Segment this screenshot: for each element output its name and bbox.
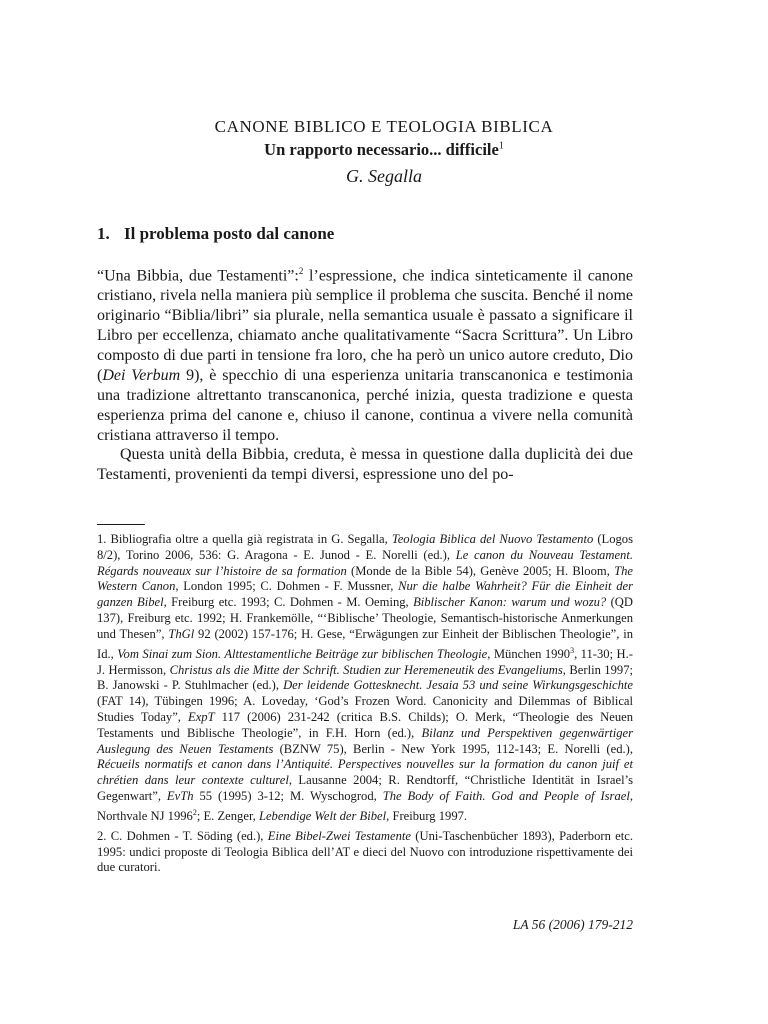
fn1-italic: Teologia Biblica del Nuovo Testamento — [391, 532, 594, 546]
section-title: Il problema posto dal canone — [124, 224, 335, 243]
fn1-text: ; E. Zenger, — [196, 808, 259, 823]
fn1-text: (FAT 14), Tübingen 1996; A. Loveday, ‘God’s Frozen Word. Canonicity and Dilemmas of Biblical Studies Today”, — [97, 694, 633, 724]
paragraph-1-text-b: l’espressione, che indica sinteticamente il canone cristiano, rivela nella maniera più semplice il problema che suscita. Benché il nome originario “Biblia/libri” sia plurale, nella semantica usuale è passato a significare il Libro per eccellenza, chiamato anche qualitativamente “Sacra Scrittura”. Un Libro composto di due parti in tensione fra loro, che ha però un unico autore creduto, Dio ( — [97, 267, 633, 384]
body-text — [97, 262, 633, 485]
article-title: CANONE BIBLICO E TEOLOGIA BIBLICA — [214, 117, 554, 136]
fn2-text: 2. C. Dohmen - T. Söding (ed.), — [97, 828, 268, 843]
section-heading — [97, 224, 334, 244]
fn1-italic: Vom Sinai zum Sion. Alttestamentliche Beiträge zur biblischen Theologie — [117, 646, 488, 661]
fn2-italic: Eine Bibel-Zwei Testamente — [267, 828, 411, 843]
fn1-italic: Bilanz und Perspektiven gegenwärtiger Auslegung des Neuen Testaments — [97, 725, 634, 756]
fn1-italic: ThGl — [168, 626, 195, 641]
fn1-italic: Der leidende Gottesknecht. Jesaia 53 und seine Wirkungsgeschichte — [283, 678, 633, 693]
footnotes — [97, 532, 633, 876]
fn1-italic: EvTh — [166, 788, 194, 803]
fn1-text: 117 (2006) 231-242 (critica B.S. Childs); O. Merk, “Theologie des Neuen Testaments und Biblische Theologie”, in F.H. Horn (ed.), — [97, 709, 634, 740]
fn1-text: , Freiburg 1997. — [386, 808, 468, 823]
fn1-italic: Récueils normatifs et canon dans l’Antiquité. Perspectives nouvelles sur la formation du canon juif et chrétien dans leur contexte culturel — [97, 757, 633, 788]
footnote-ref-2[interactable]: 2 — [298, 266, 304, 276]
fn1-text: (Monde de la Bible 54), Genève 2005; H. Bloom, — [346, 563, 615, 578]
fn1-text: , 11-30; H.-J. Hermisson, — [97, 646, 633, 677]
journal-citation-footer: LA 56 (2006) 179-212 — [512, 917, 633, 932]
fn1-italic: ExpT — [188, 709, 215, 724]
fn1-text: , Freiburg etc. 1993; C. Dohmen - M. Oeming, — [163, 595, 414, 610]
article-subtitle — [0, 140, 768, 160]
fn1-text: (Logos 8/2), Torino 2006, 536: G. Aragona - E. Junod - E. Norelli (ed.), — [97, 532, 634, 562]
section-number: 1. — [97, 224, 110, 243]
fn1-text: , Northvale NJ 1996 — [97, 788, 633, 823]
fn1-italic: Nur die halbe Wahrheit? Für die Einheit der ganzen Bibel — [97, 579, 633, 610]
fn1-italic: Le canon du Nouveau Testament. Régards nouveaux sur l’histoire de sa formation — [97, 547, 633, 578]
fn2-text: (Uni-Taschenbücher 1893), Paderborn etc. 1995: undici proposte di Teologia Biblica dell’AT e dieci del Nuovo con introduzione rispettivamente dei due curatori. — [97, 828, 634, 875]
fn1-italic: The Body of Faith. God and People of Israel — [382, 788, 630, 803]
paragraph-1-text-a: “Una Bibbia, due Testamenti”: — [97, 267, 299, 285]
fn1-text: , London 1995; C. Dohmen - F. Mussner, — [175, 579, 399, 594]
subtitle-text: Un rapporto necessario... difficile — [264, 140, 499, 159]
footnote-2 — [97, 829, 633, 876]
fn1-text: (BZNW 75), Berlin - New York 1995, 112-143; E. Norelli (ed.), — [273, 741, 633, 756]
dei-verbum-title: Dei Verbum — [102, 366, 181, 384]
fn1-text: 55 (1995) 3-12; M. Wyschogrod, — [193, 788, 383, 803]
footnote-ref-1[interactable]: 1 — [498, 140, 504, 152]
fn1-italic: The Western Canon — [97, 563, 633, 594]
article-author: G. Segalla — [346, 166, 422, 186]
paragraph-1-text-c: 9), è specchio di una esperienza unitaria transcanonica e testimonia una tradizione altrettanto transcanonica, perché inizia, questa tradizione e questa esperienza prima del canone e, chiuso il canone, continua a vivere nella comunità cristiana attraverso il tempo. — [97, 366, 634, 444]
edition-superscript: 2 — [192, 807, 197, 817]
paragraph-1 — [97, 262, 633, 445]
fn1-text: , Lausanne 2004; R. Rendtorff, “Christliche Identität in Israel’s Gegenwart”, — [97, 773, 633, 803]
fn1-text: (QD 137), Freiburg etc. 1992; H. Frankemölle, “‘Biblische’ Theologie, Semantisch-historische Anmerkungen und Thesen”, — [97, 595, 633, 641]
fn1-text: 1. Bibliografia oltre a quella già registrata in G. Segalla, — [97, 532, 392, 546]
footnote-1 — [97, 532, 633, 825]
fn1-italic: Biblischer Kanon: warum und wozu? — [413, 595, 607, 610]
footnote-separator — [97, 524, 145, 525]
fn1-italic: Lebendige Welt der Bibel — [258, 808, 387, 823]
edition-superscript: 3 — [570, 645, 575, 655]
fn1-text: , Berlin 1997; B. Janowski - P. Stuhlmacher (ed.), — [97, 662, 633, 693]
fn1-text: , München 1990 — [487, 646, 571, 661]
paragraph-2: Questa unità della Bibbia, creduta, è messa in questione dalla duplicità dei due Testamenti, provenienti da tempi diversi, espressione uno del po- — [97, 446, 633, 484]
fn1-italic: Christus als die Mitte der Schrift. Studien zur Heremeneutik des Evangeliums — [169, 662, 563, 677]
fn1-text: 92 (2002) 157-176; H. Gese, “Erwägungen zur Einheit der Biblischen Theologie”, in Id., — [97, 626, 633, 661]
